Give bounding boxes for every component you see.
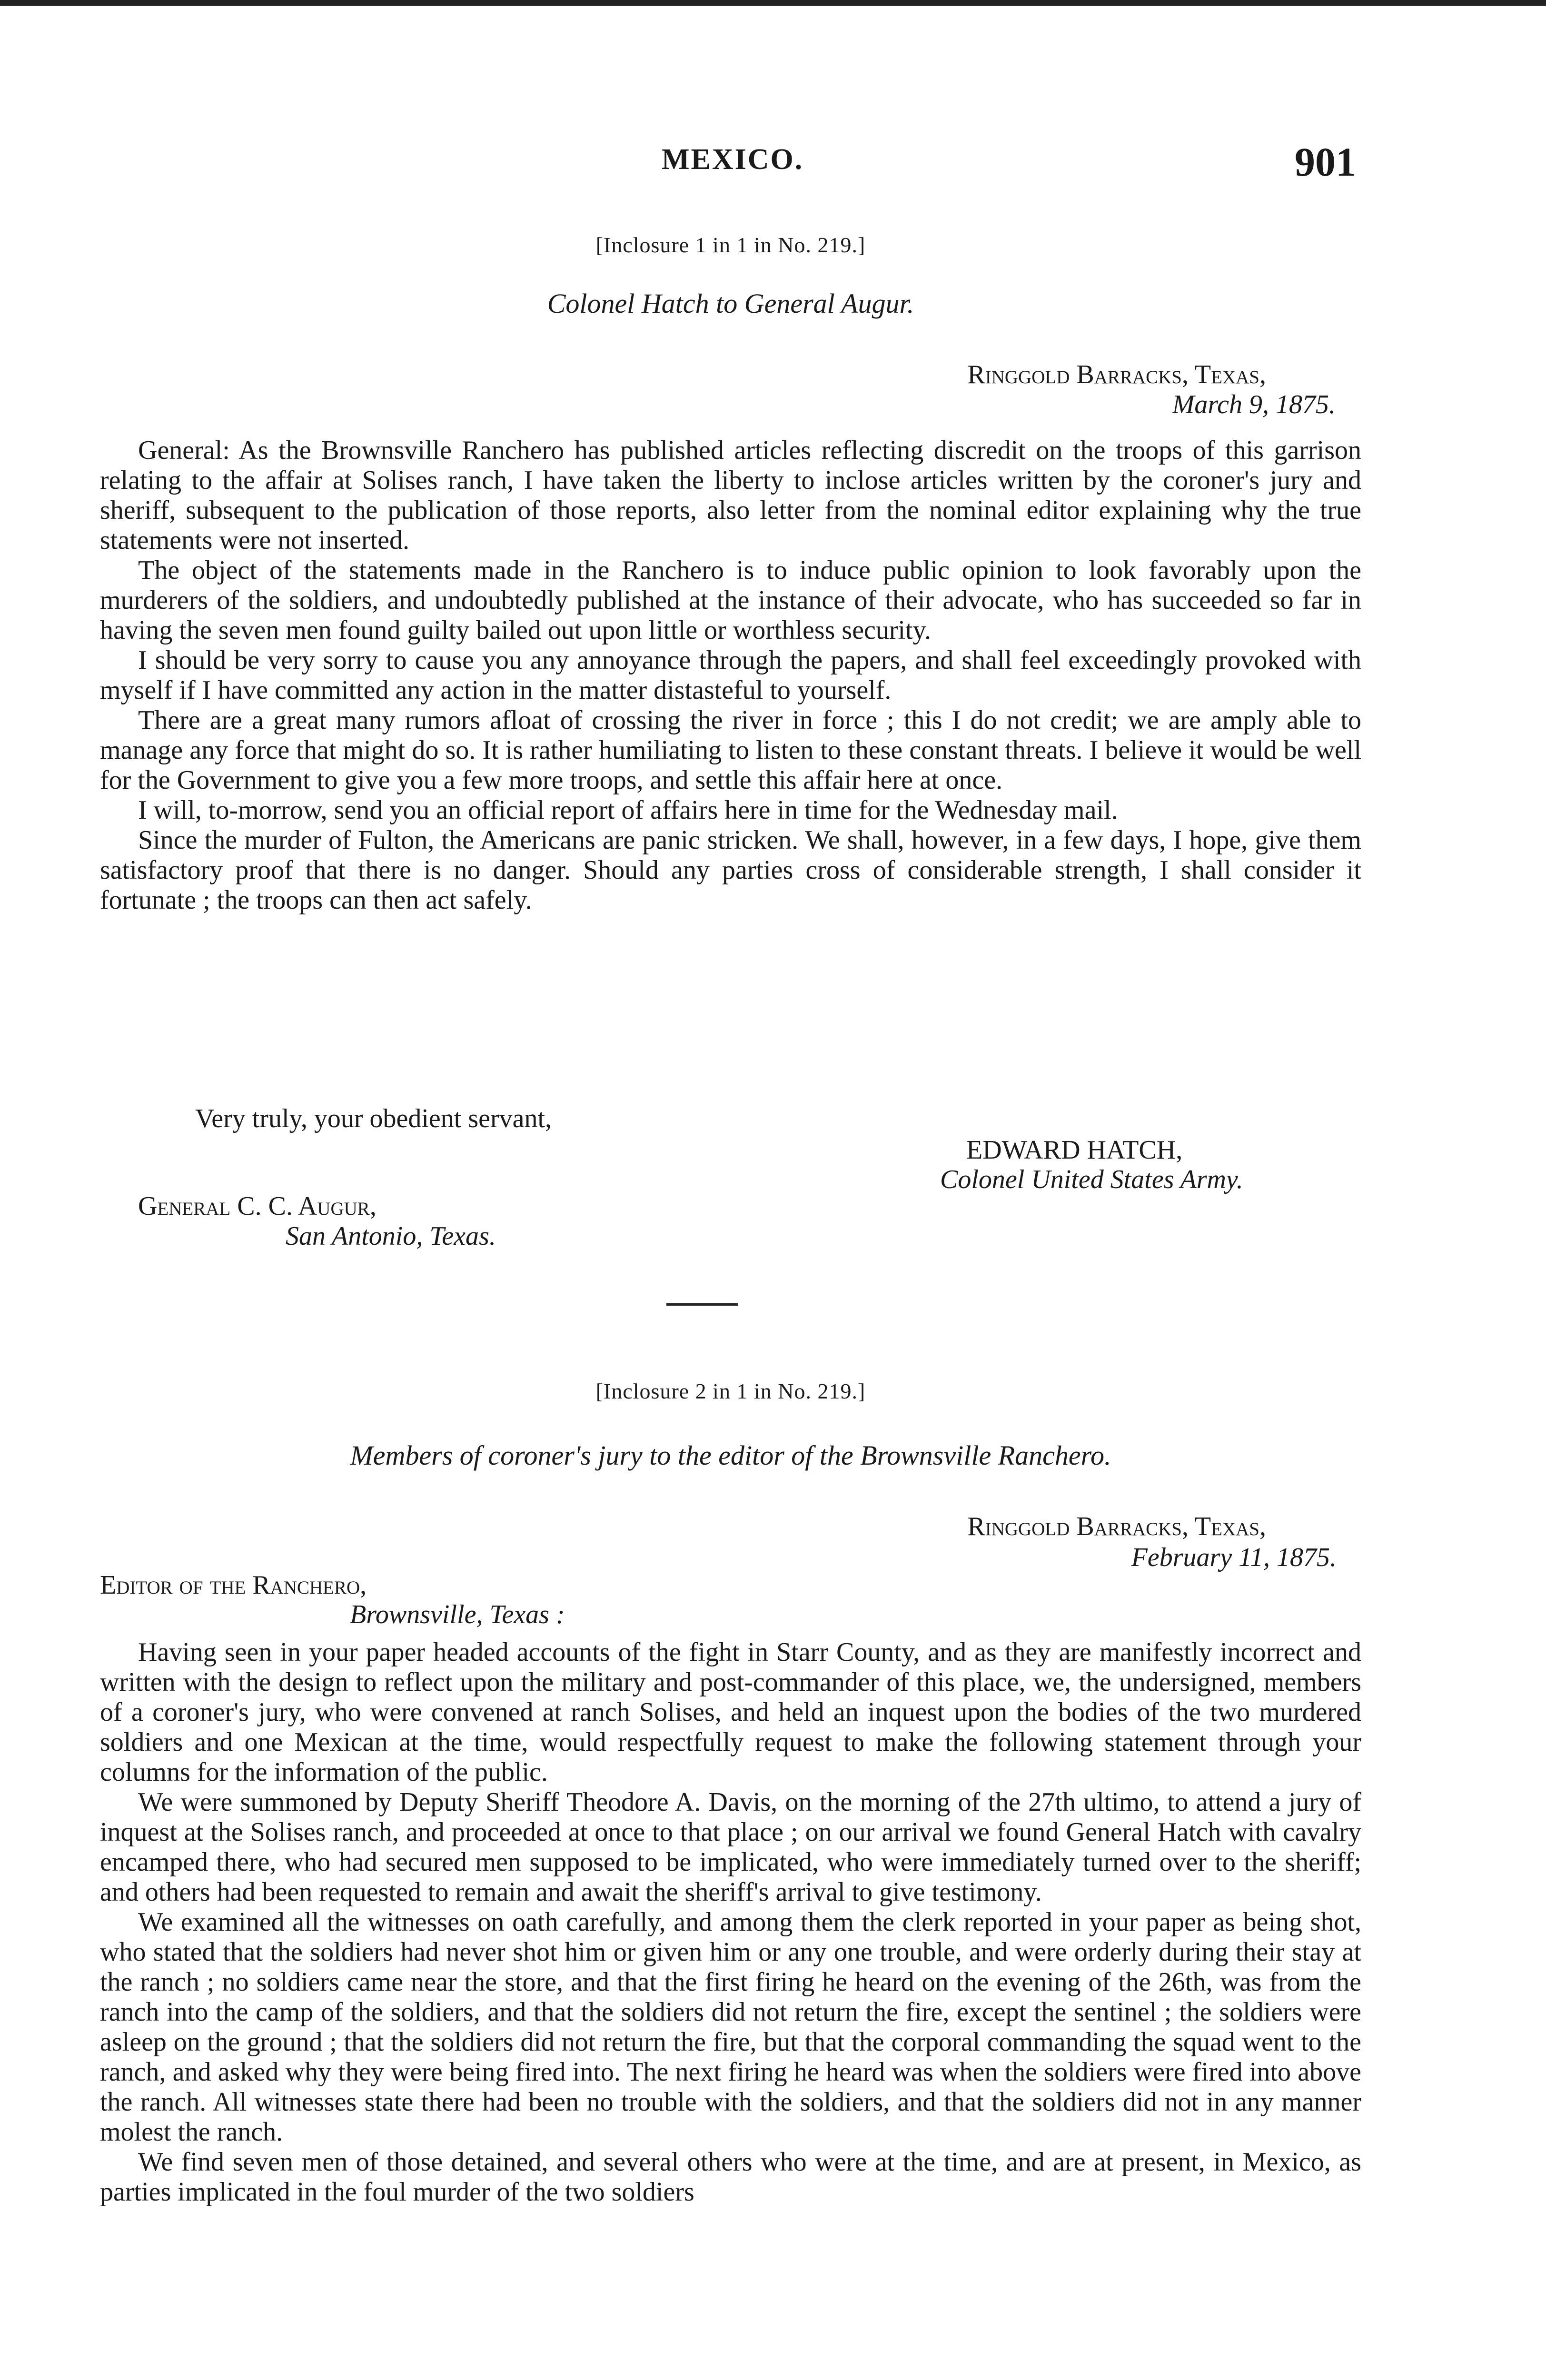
running-head: MEXICO. <box>662 143 804 176</box>
inclosure-1-heading: Colonel Hatch to General Augur. <box>547 288 914 319</box>
page-number: 901 <box>1295 139 1356 185</box>
inclosure-2-paragraph: We find seven men of those detained, and several others who were at the time, and are at present, in Mexico, as parties implicated in the foul murder of the two soldiers <box>100 2147 1361 2207</box>
inclosure-2-body <box>100 1637 1361 2207</box>
inclosure-1-label: [Inclosure 1 in 1 in No. 219.] <box>595 233 866 257</box>
inclosure-2-paragraph: Having seen in your paper headed accounts of the fight in Starr County, and as they are manifestly incorrect and written with the design to reflect upon the military and post-commander of this place, we, the undersigned, members of a coroner's jury, who were convened at ranch Solises, and held an inquest upon the bodies of the two murdered soldiers and one Mexican at the time, would respectfully request to make the following statement through your columns for the information of the public. <box>100 1637 1361 1787</box>
top-border <box>0 0 1546 6</box>
inclosure-1-body <box>100 436 1361 915</box>
inclosure-1-paragraph: I should be very sorry to cause you any annoyance through the papers, and shall feel exceedingly provoked with myself if I have committed any action in the matter distasteful to yourself. <box>100 645 1361 705</box>
section-divider <box>666 1303 738 1306</box>
inclosure-2-addressee-name: Editor of the Ranchero, <box>100 1570 367 1600</box>
inclosure-2-date: February 11, 1875. <box>1131 1543 1337 1572</box>
inclosure-1-paragraph: The object of the statements made in the Ranchero is to induce public opinion to look favorably upon the murderers of the soldiers, and undoubtedly published at the instance of their advocate, who has succeeded so far in having the seven men found guilty bailed out upon little or worthless security. <box>100 555 1361 645</box>
addressee-place: San Antonio, Texas. <box>286 1221 496 1251</box>
inclosure-2-heading: Members of coroner's jury to the editor of the Brownsville Ranchero. <box>350 1440 1111 1471</box>
inclosure-2-addressee-place: Brownsville, Texas : <box>350 1600 565 1629</box>
inclosure-2-paragraph: We examined all the witnesses on oath carefully, and among them the clerk reported in your paper as being shot, who stated that the soldiers had never shot him or given him or any one trouble, and were orderly during their stay at the ranch ; no soldiers came near the store, and that the first firing he heard on the evening of the 26th, was from the ranch into the camp of the soldiers, and that the soldiers did not return the fire, except the sentinel ; the soldiers were asleep on the ground ; that the soldiers did not return the fire, but that the corporal commanding the squad went to the ranch, and asked why they were being fired into. The next firing he heard was when the soldiers were fired into above the ranch. All witnesses state there had been no trouble with the soldiers, and that the soldiers did not in any manner molest the ranch. <box>100 1907 1361 2147</box>
inclosure-1-place: Ringgold Barracks, Texas, <box>967 360 1266 389</box>
inclosure-2-paragraph: We were summoned by Deputy Sheriff Theodore A. Davis, on the morning of the 27th ultimo, to attend a jury of inquest at the Solises ranch, and proceeded at once to that place ; on our arrival we found General Hatch with cavalry encamped there, who had secured men supposed to be implicated, who were immediately turned over to the sheriff; and others had been requested to remain and await the sheriff's arrival to give testimony. <box>100 1787 1361 1907</box>
signer-title: Colonel United States Army. <box>940 1165 1243 1194</box>
inclosure-2-label: [Inclosure 2 in 1 in No. 219.] <box>595 1379 866 1403</box>
inclosure-1-paragraph: I will, to-morrow, send you an official report of affairs here in time for the Wednesday mail. <box>138 795 1118 825</box>
inclosure-1-paragraph: Since the murder of Fulton, the Americans are panic stricken. We shall, however, in a few days, I hope, give them satisfactory proof that there is no danger. Should any parties cross of considerable strength, I shall consider it fortunate ; the troops can then act safely. <box>100 825 1361 915</box>
inclosure-1-date: March 9, 1875. <box>1172 390 1336 419</box>
inclosure-2-place: Ringgold Barracks, Texas, <box>967 1512 1266 1541</box>
inclosure-1-paragraph: There are a great many rumors afloat of crossing the river in force ; this I do not credit; we are amply able to manage any force that might do so. It is rather humiliating to listen to these constant threats. I believe it would be well for the Government to give you a few more troops, and settle this affair here at once. <box>100 705 1361 795</box>
signer-name: EDWARD HATCH, <box>966 1135 1183 1165</box>
addressee-name: General C. C. Augur, <box>138 1191 377 1221</box>
inclosure-1-paragraph: General: As the Brownsville Ranchero has published articles reflecting discredit on the troops of this garrison relating to the affair at Solises ranch, I have taken the liberty to inclose articles written by the coroner's jury and sheriff, subsequent to the publication of those reports, also letter from the nominal editor explaining why the true statements were not inserted. <box>100 436 1361 555</box>
closing: Very truly, your obedient servant, <box>195 1104 552 1133</box>
